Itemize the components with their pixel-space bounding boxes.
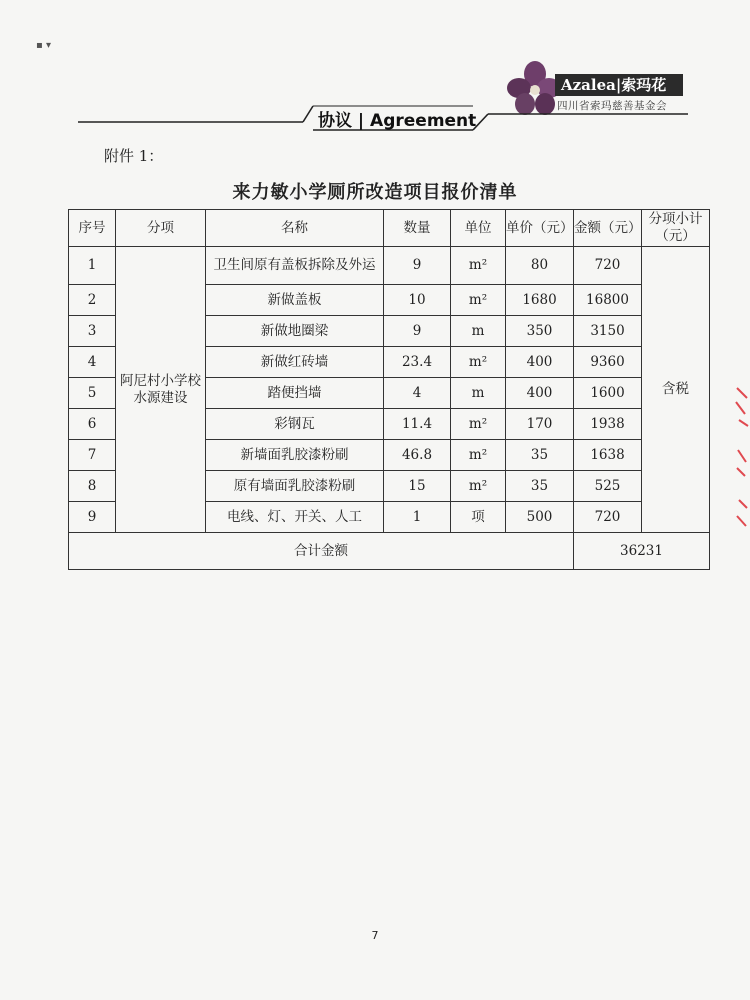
cell-name: 新墙面乳胶漆粉刷	[206, 440, 384, 471]
cell-seq: 7	[69, 440, 116, 471]
cell-name: 卫生间原有盖板拆除及外运	[206, 247, 384, 285]
cell-unit: m²	[451, 440, 506, 471]
cell-subtotal: 含税	[642, 247, 710, 533]
cell-quantity: 4	[384, 378, 451, 409]
table-header-row	[69, 210, 710, 247]
header-category: 分项	[116, 210, 206, 247]
cell-seq: 9	[69, 502, 116, 533]
header-subtotal: 分项小计（元）	[642, 210, 710, 247]
scan-speck: ▪ ▾	[36, 40, 51, 51]
header-name: 名称	[206, 210, 384, 247]
cell-quantity: 15	[384, 471, 451, 502]
header-unit-price: 单价（元）	[506, 210, 574, 247]
cell-seq: 2	[69, 285, 116, 316]
cell-unit-price: 80	[506, 247, 574, 285]
cell-amount: 1600	[574, 378, 642, 409]
header-amount: 金额（元）	[574, 210, 642, 247]
cell-unit-price: 35	[506, 440, 574, 471]
cell-unit: m²	[451, 285, 506, 316]
cell-category: 阿尼村小学校水源建设	[116, 247, 206, 533]
cell-amount: 1938	[574, 409, 642, 440]
cell-name: 新做盖板	[206, 285, 384, 316]
cell-unit: m	[451, 316, 506, 347]
cell-unit-price: 500	[506, 502, 574, 533]
cell-seq: 8	[69, 471, 116, 502]
cell-amount: 3150	[574, 316, 642, 347]
cell-unit: m²	[451, 247, 506, 285]
cell-name: 踏便挡墙	[206, 378, 384, 409]
total-label: 合计金额	[69, 533, 574, 570]
cell-quantity: 46.8	[384, 440, 451, 471]
cell-seq: 5	[69, 378, 116, 409]
cell-unit-price: 400	[506, 378, 574, 409]
cell-amount: 16800	[574, 285, 642, 316]
header-unit: 单位	[451, 210, 506, 247]
cell-quantity: 1	[384, 502, 451, 533]
cell-name: 彩钢瓦	[206, 409, 384, 440]
quote-table	[68, 209, 710, 570]
cell-unit: m²	[451, 347, 506, 378]
cell-unit-price: 400	[506, 347, 574, 378]
cell-quantity: 9	[384, 247, 451, 285]
total-value: 36231	[574, 533, 710, 570]
cell-seq: 6	[69, 409, 116, 440]
cell-amount: 720	[574, 247, 642, 285]
logo-subtitle: 四川省索玛慈善基金会	[557, 100, 667, 112]
cell-amount: 1638	[574, 440, 642, 471]
page-number: 7	[371, 929, 379, 942]
cell-unit-price: 350	[506, 316, 574, 347]
cell-amount: 720	[574, 502, 642, 533]
cell-quantity: 10	[384, 285, 451, 316]
document-title: 来力敏小学厕所改造项目报价清单	[232, 182, 518, 203]
logo-title: Azalea|索玛花	[555, 74, 683, 96]
agreement-title: 协议 | Agreement	[318, 111, 477, 131]
total-row	[69, 533, 710, 570]
cell-unit-price: 1680	[506, 285, 574, 316]
attachment-label: 附件 1：	[104, 147, 164, 165]
cell-unit: m²	[451, 409, 506, 440]
header-quantity: 数量	[384, 210, 451, 247]
cell-name: 电线、灯、开关、人工	[206, 502, 384, 533]
cell-unit-price: 35	[506, 471, 574, 502]
cell-quantity: 23.4	[384, 347, 451, 378]
stamp-edge-mark	[733, 380, 750, 530]
table-row	[69, 247, 710, 285]
cell-name: 新做红砖墙	[206, 347, 384, 378]
cell-seq: 4	[69, 347, 116, 378]
cell-amount: 525	[574, 471, 642, 502]
header-seq: 序号	[69, 210, 116, 247]
cell-unit-price: 170	[506, 409, 574, 440]
cell-unit: m	[451, 378, 506, 409]
cell-unit: 项	[451, 502, 506, 533]
cell-quantity: 9	[384, 316, 451, 347]
cell-seq: 3	[69, 316, 116, 347]
cell-amount: 9360	[574, 347, 642, 378]
cell-name: 原有墙面乳胶漆粉刷	[206, 471, 384, 502]
cell-unit: m²	[451, 471, 506, 502]
cell-name: 新做地圈梁	[206, 316, 384, 347]
cell-seq: 1	[69, 247, 116, 285]
cell-quantity: 11.4	[384, 409, 451, 440]
